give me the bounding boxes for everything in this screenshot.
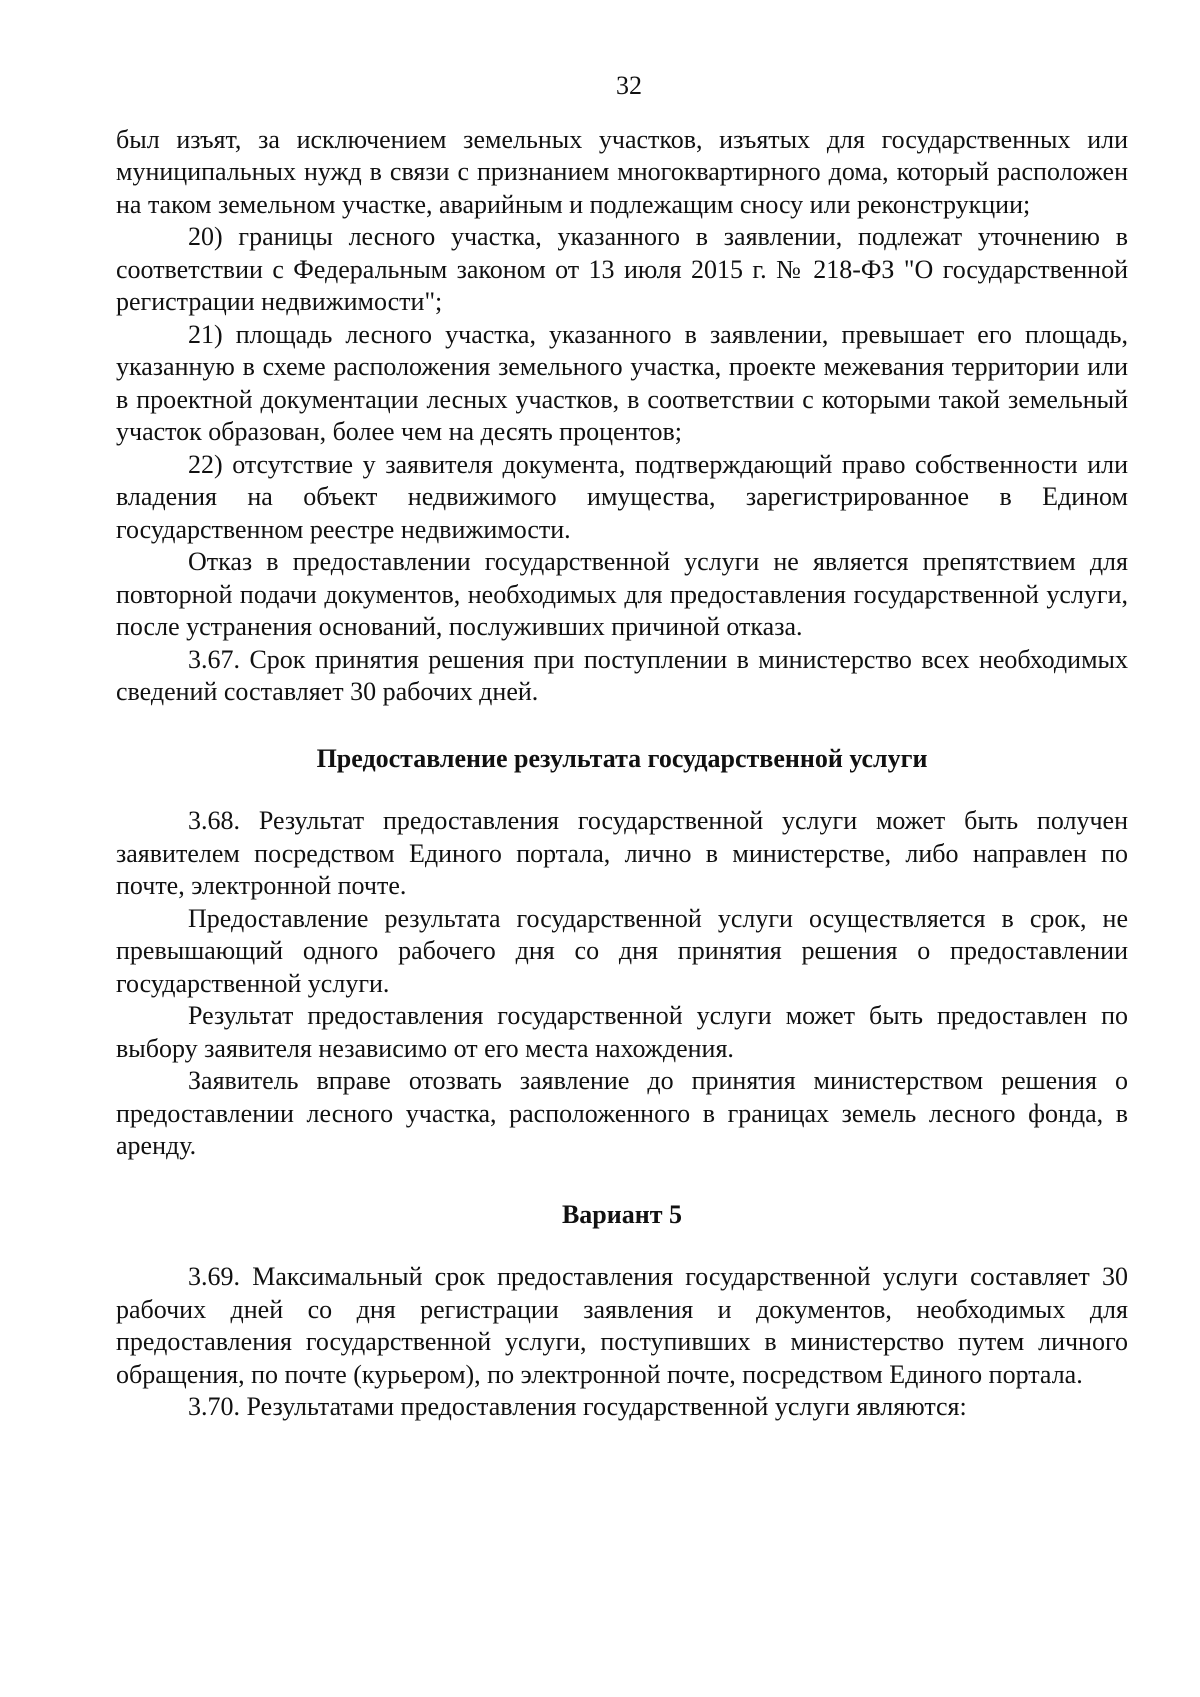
paragraph-result-choice: Результат предоставления государственной услуги может быть предоставлен по выбору заявителя независимо от его места нахождения. bbox=[116, 1001, 1128, 1063]
paragraph-item-22: 22) отсутствие у заявителя документа, подтверждающий право собственности или владения на объект недвижимого имущества, зарегистрированное в Едином государственном реестре недвижимости. bbox=[116, 449, 1128, 544]
paragraph-item-20: 20) границы лесного участка, указанного в заявлении, подлежат уточнению в соответствии с Федеральным законом от 13 июля 2015 г. № 218-ФЗ "О государственной регистрации недвижимости"; bbox=[116, 222, 1128, 316]
paragraph-3-70: 3.70. Результатами предоставления государственной услуги являются: bbox=[188, 1392, 967, 1421]
paragraph-3-69: 3.69. Максимальный срок предоставления государственной услуги составляет 30 рабочих дней со дня регистрации заявления и документов, необходимых для предоставления государственной услуги, поступивших в министерство путем личного обращения, по почте (курьером), по электронной почте, посредством Единого портала. bbox=[116, 1262, 1128, 1389]
section-heading-variant: Вариант 5 bbox=[561, 1199, 683, 1229]
paragraph-refusal-note: Отказ в предоставлении государственной услуги не является препятствием для повторной подачи документов, необходимых для предоставления государственной услуги, после устранения оснований, послуживших причиной отказа. bbox=[116, 547, 1128, 641]
paragraph-withdrawal: Заявитель вправе отозвать заявление до принятия министерством решения о предоставлении лесного участка, расположенного в границах земель лесного фонда, в аренду. bbox=[116, 1066, 1128, 1160]
paragraph-continuation: был изъят, за исключением земельных участков, изъятых для государственных или муниципальных нужд в связи с признанием многоквартирного дома, который расположен на таком земельном участке, аварийным и подлежащим сносу или реконструкции; bbox=[116, 124, 1128, 219]
paragraph-3-67: 3.67. Срок принятия решения при поступлении в министерство всех необходимых сведений составляет 30 рабочих дней. bbox=[116, 644, 1128, 706]
paragraph-item-21: 21) площадь лесного участка, указанного в заявлении, превышает его площадь, указанную в схеме расположения земельного участка, проекте межевания территории или в проектной документации лесных участков, в соответствии с которыми такой земельный участок образован, более чем на десять процентов; bbox=[116, 319, 1128, 446]
page-number: 32 bbox=[616, 71, 642, 100]
paragraph-3-68: 3.68. Результат предоставления государственной услуги может быть получен заявителем посредством Единого портала, лично в министерстве, либо направлен по почте, электронной почте. bbox=[116, 806, 1128, 900]
paragraph-result-term: Предоставление результата государственной услуги осуществляется в срок, не превышающий одного рабочего дня со дня принятия решения о предоставлении государственной услуги. bbox=[116, 903, 1128, 998]
section-heading-result: Предоставление результата государственной услуги bbox=[316, 743, 928, 773]
